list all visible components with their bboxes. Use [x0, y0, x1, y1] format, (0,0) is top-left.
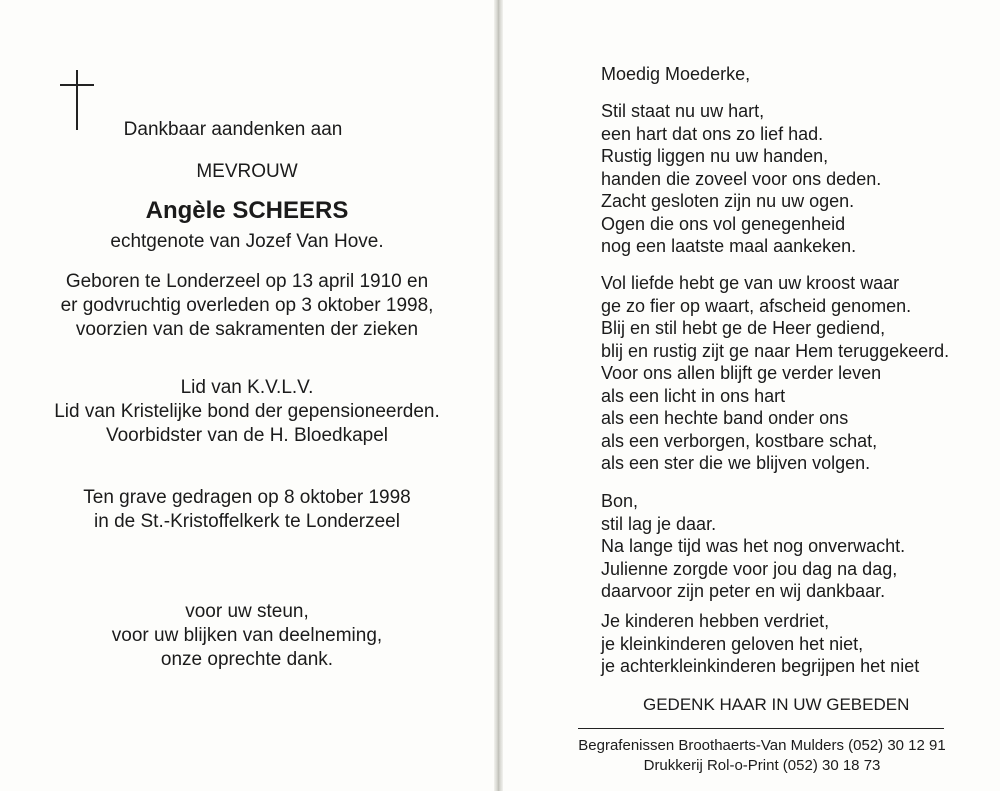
poem-line: Vol liefde hebt ge van uw kroost waar: [601, 273, 900, 293]
poem-stanza-1: [601, 100, 881, 258]
poem-line: als een hechte band onder ons: [601, 408, 849, 428]
memberships-block: [0, 376, 494, 448]
poem-line: je kleinkinderen geloven het niet,: [601, 633, 864, 654]
text-line: in de St.-Kristoffelkerk te Londerzeel: [94, 511, 400, 532]
birth-death-block: [0, 270, 494, 342]
poem-line: daarvoor zijn peter en wij dankbaar.: [601, 581, 886, 601]
text-line: voor uw steun,: [185, 601, 309, 622]
poem-line: Rustig liggen nu uw handen,: [601, 146, 829, 166]
poem-line: Na lange tijd was het nog onverwacht.: [601, 536, 906, 556]
poem-line: Julienne zorgde voor jou dag na dag,: [601, 558, 898, 579]
left-panel: [0, 0, 494, 791]
poem-line: Zacht gesloten zijn nu uw ogen.: [601, 191, 855, 211]
poem-line: nog een laatste maal aankeken.: [601, 236, 857, 256]
poem-stanza-4: [601, 610, 919, 678]
poem-line: Blij en stil hebt ge de Heer gediend,: [601, 318, 886, 338]
poem-line: stil lag je daar.: [601, 513, 717, 534]
text-line: onze oprechte dank.: [160, 649, 334, 670]
footer-printer: Drukkerij Rol-o-Print (052) 30 18 73: [643, 757, 881, 774]
greeting: Moedig Moederke,: [601, 64, 751, 84]
right-panel: [503, 0, 1000, 791]
poem-line: als een licht in ons hart: [601, 385, 786, 406]
poem-line: je achterkleinkinderen begrijpen het niet: [601, 656, 920, 676]
deceased-name: Angèle SCHEERS: [145, 197, 349, 224]
text-line: Voorbidster van de H. Bloedkapel: [105, 425, 388, 446]
closing-line: GEDENK HAAR IN UW GEBEDEN: [643, 695, 910, 714]
text-line: Geboren te Londerzeel op 13 april 1910 en: [65, 271, 429, 292]
poem-line: handen die zoveel voor ons deden.: [601, 168, 882, 189]
poem-stanza-3: [601, 490, 905, 603]
poem-line: Je kinderen hebben verdriet,: [601, 611, 830, 631]
poem-line: Ogen die ons vol genegenheid: [601, 213, 846, 234]
heading: Dankbaar aandenken aan: [123, 119, 343, 140]
title: MEVROUW: [196, 161, 298, 182]
poem-line: als een verborgen, kostbare schat,: [601, 430, 878, 451]
funeral-block: [0, 486, 494, 534]
text-line: Lid van Kristelijke bond der gepensioneerden.: [54, 401, 440, 422]
card-fold: [494, 0, 503, 791]
poem-line: blij en rustig zijt ge naar Hem teruggekeerd.: [601, 340, 950, 361]
poem-line: Stil staat nu uw hart,: [601, 101, 765, 121]
text-line: Ten grave gedragen op 8 oktober 1998: [83, 487, 411, 508]
poem-line: Bon,: [601, 491, 639, 511]
footer-divider: [578, 728, 944, 729]
text-line: voor uw blijken van deelneming,: [111, 625, 383, 646]
thanks-block: [0, 600, 494, 672]
text-line: er godvruchtig overleden op 3 oktober 1998,: [60, 295, 434, 316]
footer-undertaker: Begrafenissen Broothaerts-Van Mulders (052) 30 12 91: [578, 737, 946, 754]
text-line: voorzien van de sakramenten der zieken: [75, 319, 419, 340]
poem-line: ge zo fier op waart, afscheid genomen.: [601, 295, 912, 316]
poem-line: als een ster die we blijven volgen.: [601, 453, 871, 473]
poem-stanza-2: [601, 272, 949, 475]
poem-line: Voor ons allen blijft ge verder leven: [601, 363, 882, 383]
spouse-line: echtgenote van Jozef Van Hove.: [110, 231, 384, 252]
poem-line: een hart dat ons zo lief had.: [601, 123, 824, 144]
text-line: Lid van K.V.L.V.: [180, 377, 314, 398]
